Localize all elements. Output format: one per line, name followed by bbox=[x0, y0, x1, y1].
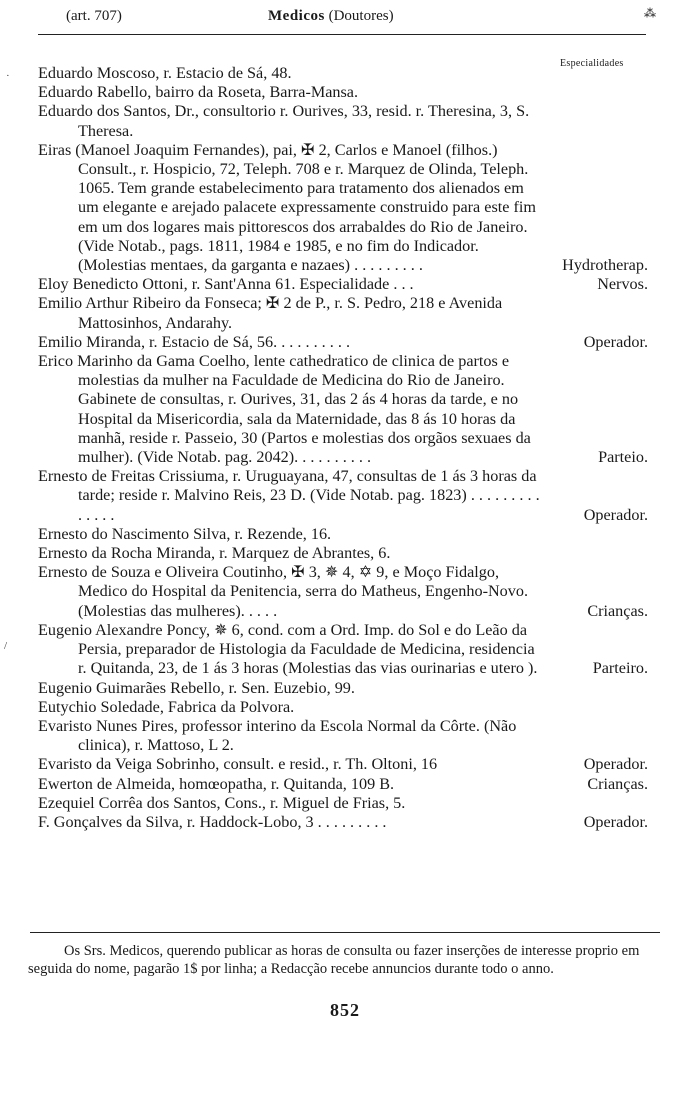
directory-entry bbox=[38, 563, 648, 621]
directory-entry bbox=[38, 679, 648, 698]
directory-entry bbox=[38, 525, 648, 544]
entry-specialty: Crianças. bbox=[587, 601, 648, 620]
entry-text: Ernesto de Souza e Oliveira Coutinho, ✠ 3, ✵ 4, ✡ 9, e Moço Fidalgo, Medico do Hospital da Penitencia, serra do Matheus, Engenho-Novo. (Molestias das mulheres). . . . . bbox=[38, 563, 528, 620]
corner-mark: ⁂ bbox=[644, 6, 656, 20]
entry-text: Eduardo Moscoso, r. Estacio de Sá, 48. bbox=[38, 64, 292, 82]
entry-text: Eduardo dos Santos, Dr., consultorio r. Ourives, 33, resid. r. Theresina, 3, S. Theresa. bbox=[38, 102, 530, 140]
entry-text: Ezequiel Corrêa dos Santos, Cons., r. Miguel de Frias, 5. bbox=[38, 793, 406, 812]
directory-entry bbox=[38, 755, 648, 774]
entry-text: Ernesto do Nascimento Silva, r. Rezende, 16. bbox=[38, 524, 332, 543]
entry-specialty: Parteiro. bbox=[592, 659, 648, 678]
section-title-bold: Medicos bbox=[268, 8, 325, 24]
entry-text: Eduardo Rabello, bairro da Roseta, Barra-Mansa. bbox=[38, 83, 359, 102]
directory-entry bbox=[38, 275, 648, 294]
margin-tick: · bbox=[6, 70, 10, 82]
entry-specialty: Operador. bbox=[583, 505, 648, 524]
footer-rule bbox=[30, 932, 660, 933]
directory-entry bbox=[38, 775, 648, 794]
page-number: 852 bbox=[330, 1000, 360, 1020]
directory-entry bbox=[38, 294, 648, 332]
entry-text: Emilio Miranda, r. Estacio de Sá, 56. . . . . . . . . . bbox=[38, 332, 351, 351]
entry-text: Evaristo da Veiga Sobrinho, consult. e resid., r. Th. Oltoni, 16 bbox=[38, 755, 438, 774]
directory-entry bbox=[38, 467, 648, 525]
entry-specialty: Operador. bbox=[583, 332, 648, 351]
directory-entry bbox=[38, 813, 648, 832]
entry-text: Evaristo Nunes Pires, professor interino da Escola Normal da Côrte. (Não clinica), r. Mattoso, L 2. bbox=[38, 716, 517, 755]
directory-entry bbox=[38, 794, 648, 813]
directory-entry bbox=[38, 717, 648, 755]
directory-entry bbox=[38, 333, 648, 352]
footnote: Os Srs. Medicos, querendo publicar as horas de consulta ou fazer inserções de interesse proprio em seguida do nome, pagarão 1$ por linha; a Redacção recebe annuncios durante todo o anno. bbox=[28, 943, 640, 977]
entry-specialty: Operador. bbox=[583, 755, 648, 774]
entry-specialty: Nervos. bbox=[597, 275, 648, 294]
directory-entry bbox=[38, 141, 648, 275]
entry-text: Erico Marinho da Gama Coelho, lente cathedratico de clinica de partos e molestias da mulher na Faculdade de Medicina do Rio de Janeiro. Gabinete de consultas, r. Ourives, 31, das 2 ás 4 horas da tarde, e no Hospital da Misericordia, sala da Maternidade, das 8 ás 10 horas da manhã, reside r. Passeio, 30 (Partos e molestias dos orgãos sexuaes da mulher). (Vide Notab. pag. 2042). . . . . . . . . . bbox=[38, 352, 531, 467]
directory-entry bbox=[38, 352, 648, 467]
entry-specialty: Hydrotherap. bbox=[562, 256, 648, 275]
directory-entry bbox=[38, 83, 648, 102]
entry-text: Eutychio Soledade, Fabrica da Polvora. bbox=[38, 697, 295, 716]
entry-specialty: Crianças. bbox=[587, 774, 648, 793]
article-reference: (art. 707) bbox=[66, 8, 122, 24]
entry-text: Eugenio Alexandre Poncy, ✵ 6, cond. com a Ord. Imp. do Sol e do Leão da Persia, preparador de Histologia da Faculdade de Medicina, residencia r. Quitanda, 23, de 1 ás 3 horas (Molestias das vias ourinarias e utero ). bbox=[38, 620, 538, 678]
directory-entries bbox=[38, 64, 648, 832]
entry-text: Ernesto da Rocha Miranda, r. Marquez de Abrantes, 6. bbox=[38, 544, 391, 563]
entry-specialty: Operador. bbox=[583, 812, 648, 831]
entry-text: Eiras (Manoel Joaquim Fernandes), pai, ✠ 2, Carlos e Manoel (filhos.) Consult., r. Hospicio, 72, Teleph. 708 e r. Marquez de Olinda, Teleph. 1065. Tem grande estabelecimento para tratamento dos alienados em um elegante e arejado palacete expressamente construido para este fim em um dos logares mais pittorescos dos arrabaldes do Rio de Janeiro. (Vide Notab., pags. 1811, 1984 e 1985, e no fim do Indicador. (Molestias mentaes, da garganta e nazaes) . . . . . . . . . bbox=[38, 140, 536, 275]
page-header bbox=[38, 6, 656, 28]
entry-text: Eloy Benedicto Ottoni, r. Sant'Anna 61. Especialidade . . . bbox=[38, 275, 414, 294]
margin-tick: / bbox=[4, 640, 8, 652]
entry-text: Emilio Arthur Ribeiro da Fonseca; ✠ 2 de P., r. S. Pedro, 218 e Avenida Mattosinhos, Andarahy. bbox=[38, 294, 503, 332]
directory-entry bbox=[38, 698, 648, 717]
entry-text: Ernesto de Freitas Crissiuma, r. Uruguayana, 47, consultas de 1 ás 3 horas da tarde; reside r. Malvino Reis, 23 D. (Vide Notab. pag. 1823) . . . . . . . . . . . . . . bbox=[38, 467, 540, 524]
entry-text: F. Gonçalves da Silva, r. Haddock-Lobo, 3 . . . . . . . . . bbox=[38, 812, 387, 831]
entry-text: Ewerton de Almeida, homœopatha, r. Quitanda, 109 B. bbox=[38, 774, 395, 793]
entry-specialty: Parteio. bbox=[598, 448, 648, 467]
section-title bbox=[268, 8, 394, 25]
section-title-rest: (Doutores) bbox=[328, 8, 394, 24]
header-rule bbox=[38, 34, 646, 35]
directory-entry bbox=[38, 544, 648, 563]
entry-text: Eugenio Guimarães Rebello, r. Sen. Euzebio, 99. bbox=[38, 678, 355, 697]
directory-entry bbox=[38, 64, 648, 83]
directory-entry bbox=[38, 621, 648, 679]
directory-entry bbox=[38, 102, 648, 140]
column-heading: Especialidades bbox=[560, 58, 624, 69]
